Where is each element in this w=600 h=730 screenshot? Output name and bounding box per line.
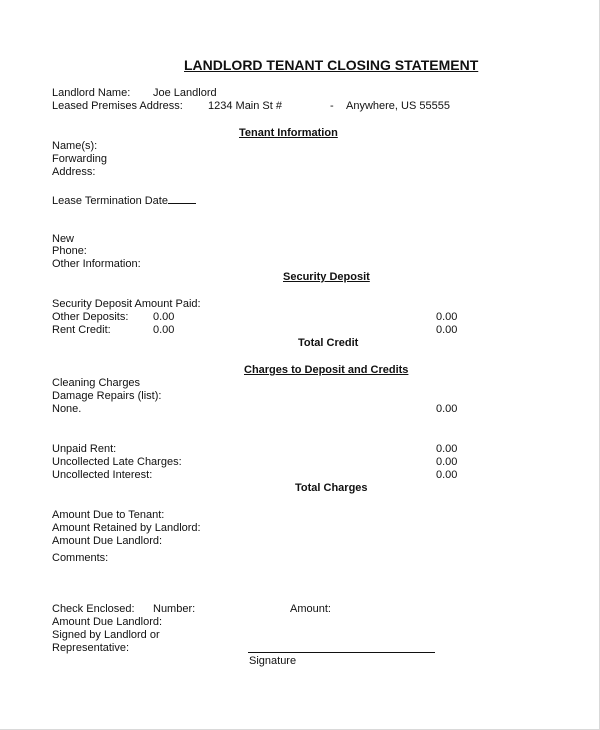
premises-address-label: Leased Premises Address: — [52, 100, 183, 112]
unpaid-rent-value: 0.00 — [436, 443, 458, 455]
signature-label: Signature — [249, 655, 297, 667]
other-deposits-value: 0.00 — [153, 311, 175, 323]
security-deposit-heading: Security Deposit — [283, 271, 370, 283]
none-label: None. — [52, 403, 82, 415]
signature-line — [248, 652, 435, 653]
late-charges-value: 0.00 — [436, 456, 458, 468]
signed-by-label: Signed by Landlord or — [52, 629, 160, 641]
premises-street-value: 1234 Main St # — [208, 100, 282, 112]
rent-credit-total: 0.00 — [436, 324, 458, 336]
other-information-label: Other Information: — [52, 258, 141, 270]
forwarding-address-label: Address: — [52, 166, 96, 178]
amount-retained-label: Amount Retained by Landlord: — [52, 522, 201, 534]
damage-repairs-label: Damage Repairs (list): — [52, 390, 162, 402]
amount-due-tenant-label: Amount Due to Tenant: — [52, 509, 165, 521]
premises-city-value: Anywhere, US 55555 — [346, 100, 450, 112]
total-charges-label: Total Charges — [295, 482, 368, 494]
premises-dash: - — [330, 100, 334, 112]
new-label: New — [52, 233, 75, 245]
charges-heading: Charges to Deposit and Credits — [244, 364, 409, 376]
phone-label: Phone: — [52, 245, 87, 257]
cleaning-charges-label: Cleaning Charges — [52, 377, 141, 389]
uncollected-interest-value: 0.00 — [436, 469, 458, 481]
other-deposits-label: Other Deposits: — [52, 311, 129, 323]
rent-credit-value: 0.00 — [153, 324, 175, 336]
other-deposits-total: 0.00 — [436, 311, 458, 323]
rent-credit-label: Rent Credit: — [52, 324, 111, 336]
total-credit-label: Total Credit — [298, 337, 359, 349]
landlord-name-value: Joe Landlord — [153, 87, 217, 99]
forwarding-label: Forwarding — [52, 153, 108, 165]
check-enclosed-label: Check Enclosed: — [52, 603, 135, 615]
document-title: LANDLORD TENANT CLOSING STATEMENT — [184, 57, 479, 73]
lease-termination-date-label: Lease Termination Date — [52, 193, 196, 208]
tenant-names-label: Name(s): — [52, 140, 98, 152]
uncollected-interest-label: Uncollected Interest: — [52, 469, 153, 481]
footer-amount-due-landlord-label: Amount Due Landlord: — [52, 616, 163, 628]
termination-date-blank — [168, 193, 196, 204]
none-value: 0.00 — [436, 403, 458, 415]
landlord-name-label: Landlord Name: — [52, 87, 131, 99]
deposit-amount-paid-label: Security Deposit Amount Paid: — [52, 298, 201, 310]
comments-label: Comments: — [52, 552, 109, 564]
tenant-information-heading: Tenant Information — [239, 127, 338, 139]
late-charges-label: Uncollected Late Charges: — [52, 456, 182, 468]
representative-label: Representative: — [52, 642, 130, 654]
unpaid-rent-label: Unpaid Rent: — [52, 443, 117, 455]
check-amount-label: Amount: — [290, 603, 331, 615]
check-number-label: Number: — [153, 603, 196, 615]
amount-due-landlord-label: Amount Due Landlord: — [52, 535, 163, 547]
